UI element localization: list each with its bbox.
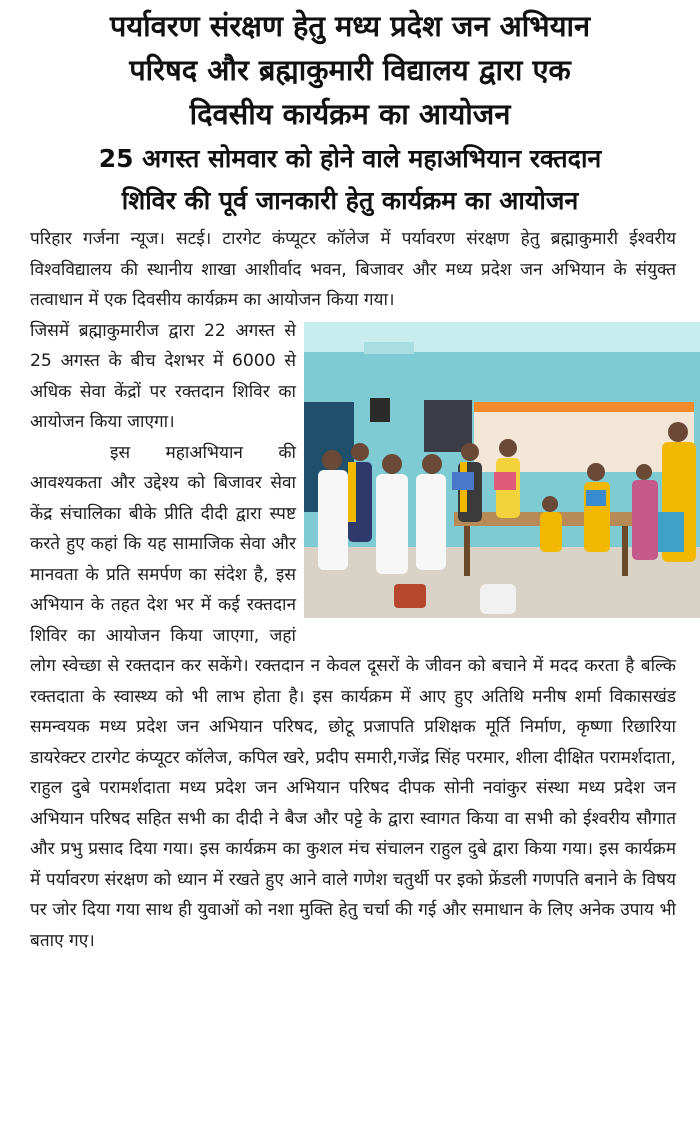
headline-line-2: परिषद और ब्रह्माकुमारी विद्यालय द्वारा एक <box>129 53 571 87</box>
article-body <box>0 224 700 956</box>
photo-table-leg-right <box>622 526 628 576</box>
photo-stool <box>394 584 426 608</box>
article-para-3: इस महाअभियान की आवश्यकता और उद्देश्य को बिजावर सेवा केंद्र संचालिका बीके प्रीति दीदी द्वारा स्पष्ट करते हुए कहां कि यह सामाजिक सेवा और मानवता के प्रति समर्पण का संदेश है, इस अभियान के तहत देश भर में कई रक्तदान शिविर का आयोजन किया जाएगा, जहां लोग स्वेच्छा से रक्तदान कर सकेंगे। रक्तदान न केवल दूसरों के जीवन को बचाने में मदद करता है बल्कि रक्तदाता के स्वास्थ्य को भी लाभ होता है। इस कार्यक्रम में आए हुए अतिथि मनीष शर्मा विकासखंड समन्वयक मध्य प्रदेश जन अभियान परिषद, छोटू प्रजापति प्रशिक्षक मूर्ति निर्माण, कृष्णा रिछारिया डायरेक्टर टारगेट कंप्यूटर कॉलेज, कपिल खरे, प्रदीप समारी,गजेंद्र सिंह परमार, शीला दीक्षित परामर्शदाता, राहुल दुबे परामर्शदाता मध्य प्रदेश जन अभियान परिषद दीपक सोनी नवांकुर संस्था मध्य प्रदेश जन अभियान परिषद सहित सभी का दीदी ने बैज और पट्टे के द्वारा स्वागत किया वा सभी को ईश्वरीय सौगात और प्रभु प्रसाद दिया गया। इस कार्यक्रम का कुशल मंच संचालन राहुल दुबे द्वारा किया गया। इस कार्यक्रम में पर्यावरण संरक्षण को ध्यान में रखते हुए आने वाले गणेश चतुर्थी पर इको फ्रेंडली गणपति बनाने के विषय पर जोर दिया गया साथ ही युवाओं को नशा मुक्ति हेतु चर्चा की गई और समाधान के लिए अनेक उपाय भी बताए गए। <box>30 442 676 951</box>
article-intro: परिहार गर्जना न्यूज। सटई। टारगेट कंप्यूटर कॉलेज में पर्यावरण संरक्षण हेतु ब्रह्माकुमारी ईश्वरीय विश्वविद्यालय की स्थानीय शाखा आशीर्वाद भवन, बिजावर और मध्य प्रदेश जन अभियान के संयुक्त तत्वाधान में एक दिवसीय कार्यक्रम का आयोजन किया गया। <box>30 229 676 310</box>
photo-banner-stripe <box>474 402 694 412</box>
article-para-2: जिसमें ब्रह्माकुमारीज द्वारा 22 अगस्त से 25 अगस्त के बीच देशभर में 6000 से अधिक सेवा केंद्रों पर रक्तदान शिविर का आयोजन किया जाएगा। <box>30 320 296 432</box>
event-photo <box>304 322 700 618</box>
photo-chair <box>480 584 516 614</box>
subheadline <box>14 138 686 222</box>
photo-frame <box>370 398 390 422</box>
subheadline-line-2: शिविर की पूर्व जानकारी हेतु कार्यक्रम का आयोजन <box>121 186 579 215</box>
headline-line-1: पर्यावरण संरक्षण हेतु मध्य प्रदेश जन अभियान <box>109 9 591 43</box>
event-photo-image <box>304 322 700 618</box>
photo-beam <box>364 342 414 354</box>
photo-table-leg-left <box>464 526 470 576</box>
headline-line-3: दिवसीय कार्यक्रम का आयोजन <box>189 97 511 131</box>
headline <box>10 4 690 136</box>
subheadline-line-1: 25 अगस्त सोमवार को होने वाले महाअभियान रक्तदान <box>98 144 602 173</box>
photo-window <box>424 400 472 452</box>
